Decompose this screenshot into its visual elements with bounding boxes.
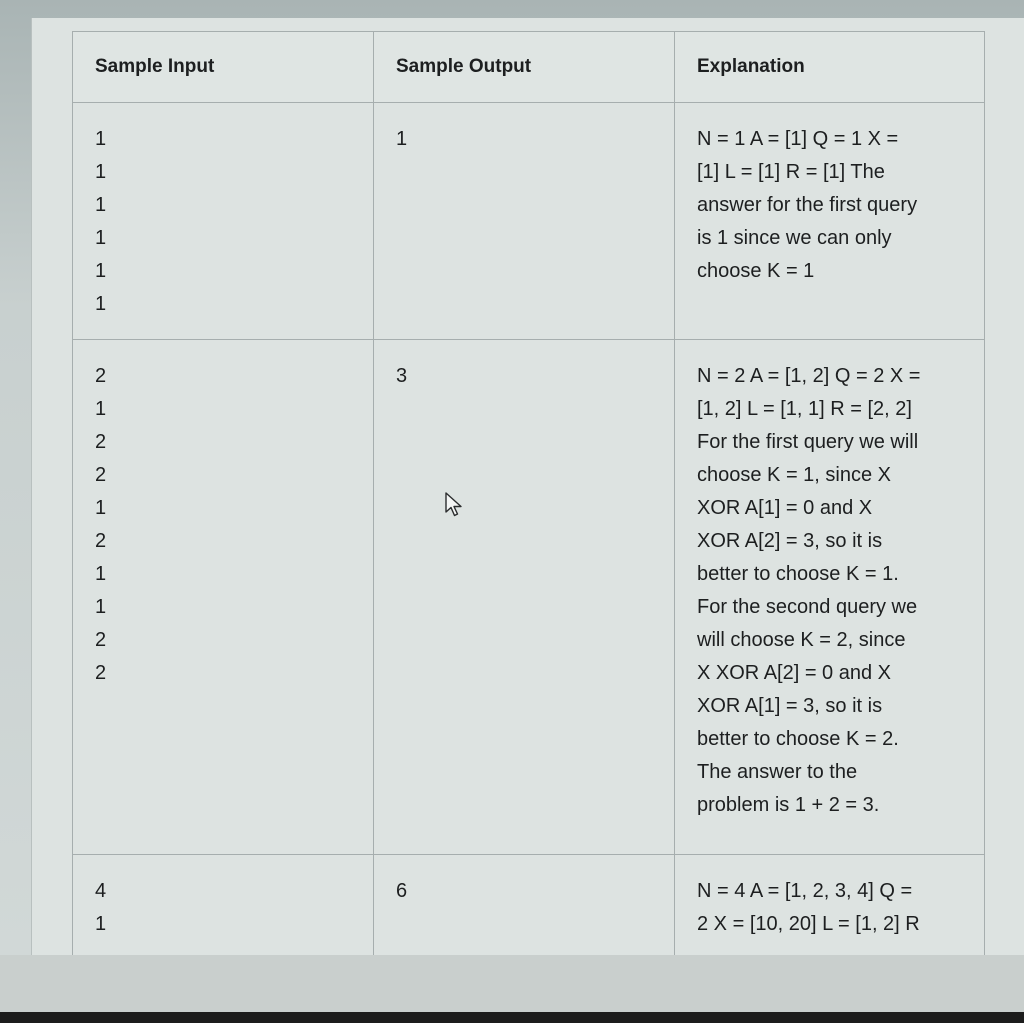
input-line: 4 (95, 880, 107, 902)
explanation-line: N = 4 A = [1, 2, 3, 4] Q = (697, 880, 913, 902)
explanation-line: XOR A[1] = 3, so it is (697, 695, 883, 717)
header-sample-output: Sample Output (374, 32, 675, 103)
explanation-cell (675, 855, 985, 956)
sample-input-cell (73, 340, 374, 855)
input-line: 1 (95, 260, 107, 282)
explanation-line: better to choose K = 2. (697, 728, 899, 750)
monitor-bezel (0, 1012, 1024, 1023)
input-line: 1 (95, 194, 107, 216)
input-line: 2 (95, 629, 107, 651)
explanation-line: For the second query we (697, 596, 918, 618)
explanation-line: 2 X = [10, 20] L = [1, 2] R (697, 913, 920, 935)
header-explanation: Explanation (675, 32, 985, 103)
table-row (73, 340, 985, 855)
output-value: 6 (396, 880, 408, 902)
table-row (73, 855, 985, 956)
problem-page (32, 18, 1024, 955)
explanation-line: N = 2 A = [1, 2] Q = 2 X = (697, 365, 921, 387)
screen-lower-area (0, 955, 1024, 1012)
explanation-line: [1] L = [1] R = [1] The (697, 161, 885, 183)
explanation-line: problem is 1 + 2 = 3. (697, 794, 880, 816)
explanation-line: answer for the first query (697, 194, 918, 216)
header-sample-input: Sample Input (73, 32, 374, 103)
input-line: 2 (95, 464, 107, 486)
explanation-line: N = 1 A = [1] Q = 1 X = (697, 128, 899, 150)
input-line: 1 (95, 913, 107, 935)
explanation-line: choose K = 1 (697, 260, 815, 282)
input-line: 1 (95, 128, 107, 150)
sample-output-cell (374, 855, 675, 956)
input-line: 1 (95, 596, 107, 618)
explanation-cell (675, 103, 985, 340)
explanation-line: For the first query we will (697, 431, 919, 453)
input-line: 2 (95, 530, 107, 552)
table-row (73, 103, 985, 340)
input-line: 2 (95, 365, 107, 387)
table-header-row (73, 32, 985, 103)
explanation-line: XOR A[2] = 3, so it is (697, 530, 883, 552)
mouse-pointer-icon (444, 492, 466, 518)
explanation-line: choose K = 1, since X (697, 464, 892, 486)
input-line: 2 (95, 662, 107, 684)
input-line: 1 (95, 563, 107, 585)
sample-table (72, 31, 985, 955)
output-value: 1 (396, 128, 408, 150)
input-line: 1 (95, 227, 107, 249)
explanation-line: better to choose K = 1. (697, 563, 899, 585)
input-line: 1 (95, 398, 107, 420)
sample-input-cell (73, 103, 374, 340)
sample-output-cell (374, 103, 675, 340)
input-line: 2 (95, 431, 107, 453)
input-line: 1 (95, 293, 107, 315)
sample-input-cell (73, 855, 374, 956)
input-line: 1 (95, 497, 107, 519)
explanation-cell (675, 340, 985, 855)
sample-output-cell (374, 340, 675, 855)
explanation-line: XOR A[1] = 0 and X (697, 497, 873, 519)
output-value: 3 (396, 365, 408, 387)
explanation-line: is 1 since we can only (697, 227, 892, 249)
explanation-line: [1, 2] L = [1, 1] R = [2, 2] (697, 398, 912, 420)
explanation-line: The answer to the (697, 761, 858, 783)
input-line: 1 (95, 161, 107, 183)
explanation-line: X XOR A[2] = 0 and X (697, 662, 892, 684)
explanation-line: will choose K = 2, since (697, 629, 906, 651)
